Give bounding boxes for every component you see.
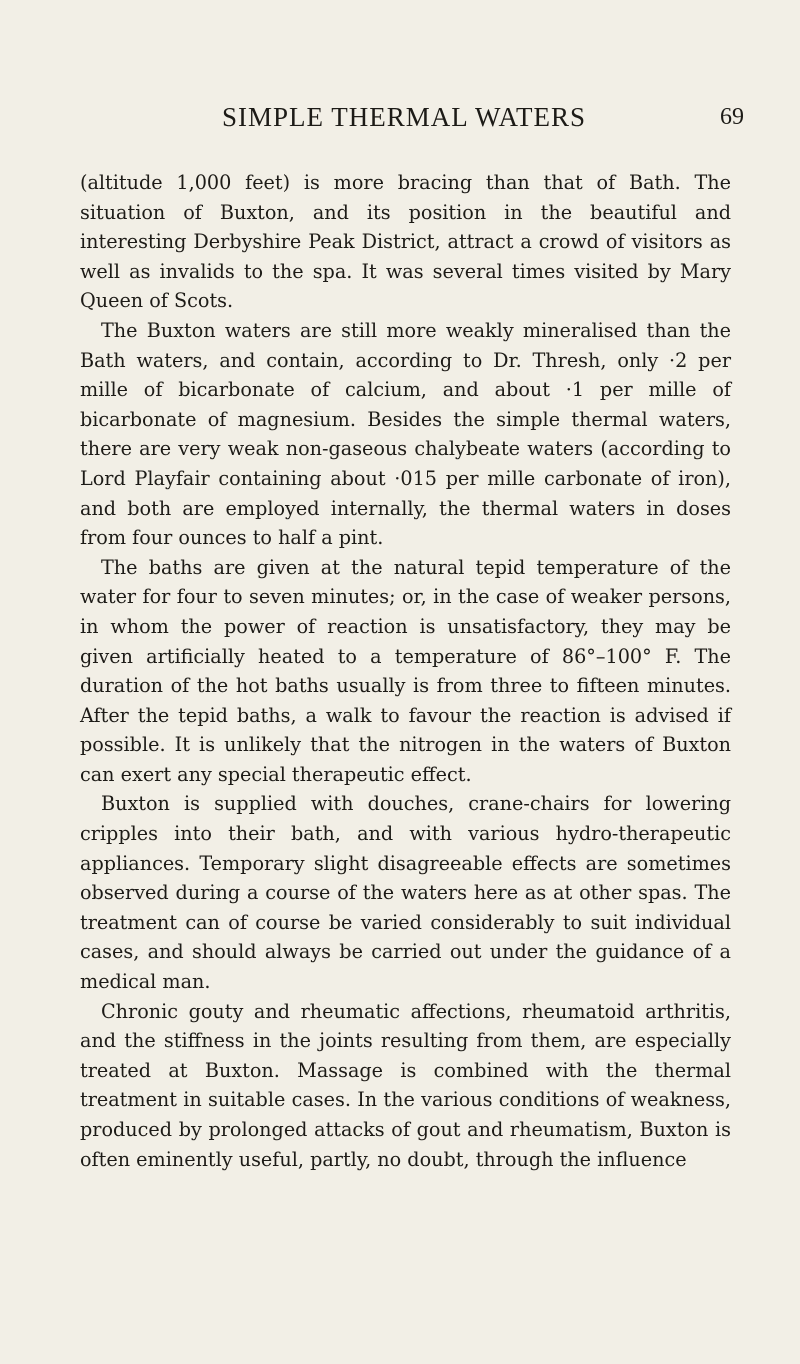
running-head-title: SIMPLE THERMAL WATERS: [221, 102, 587, 132]
paragraph-2: The Buxton waters are still more weakly mineralised than the Bath waters, and contain, according to Dr. Thresh, only ·2 per mille of bicarbonate of calcium, and about ·1 per mille of bicarbonate of magnesium. Besides the simple thermal waters, there are very weak non-gaseous chalybeate waters (according to Lord Playfair containing about ·015 per mille carbonate of iron), and both are employed internally, the thermal waters in doses from four ounces to half a pint.: [80, 318, 731, 550]
running-head: [64, 100, 744, 134]
paragraph-3: The baths are given at the natural tepid temperature of the water for four to seven minutes; or, in the case of weaker persons, in whom the power of reaction is unsatisfactory, they may be given artificially heated to a temperature of 86°–100° F. The duration of the hot baths usually is from three to fifteen minutes. After the tepid baths, a walk to favour the reaction is advised if possible. It is unlikely that the nitrogen in the waters of Buxton can exert any special therapeutic effect.: [80, 555, 731, 786]
body-text: [80, 168, 731, 1174]
paragraph-1: (altitude 1,000 feet) is more bracing than that of Bath. The situation of Buxton, and its position in the beautiful and interesting Derbyshire Peak District, attract a crowd of visitors as well as invalids to the spa. It was several times visited by Mary Queen of Scots.: [80, 171, 731, 313]
paragraph-5: Chronic gouty and rheumatic affections, rheumatoid arthritis, and the stiffness in the joints resulting from them, are especially treated at Buxton. Massage is combined with the thermal treatment in suitable cases. In the various conditions of weakness, produced by prolonged attacks of gout and rheumatism, Buxton is often eminently useful, partly, no doubt, through the influence: [80, 999, 731, 1171]
paragraph-4: Buxton is supplied with douches, crane-chairs for lowering cripples into their bath, and with various hydro-therapeutic appliances. Temporary slight disagreeable effects are sometimes observed during a course of the waters here as at other spas. The treatment can of course be varied considerably to suit individual cases, and should always be carried out under the guidance of a medical man.: [80, 792, 731, 994]
page-number: 69: [720, 104, 744, 130]
